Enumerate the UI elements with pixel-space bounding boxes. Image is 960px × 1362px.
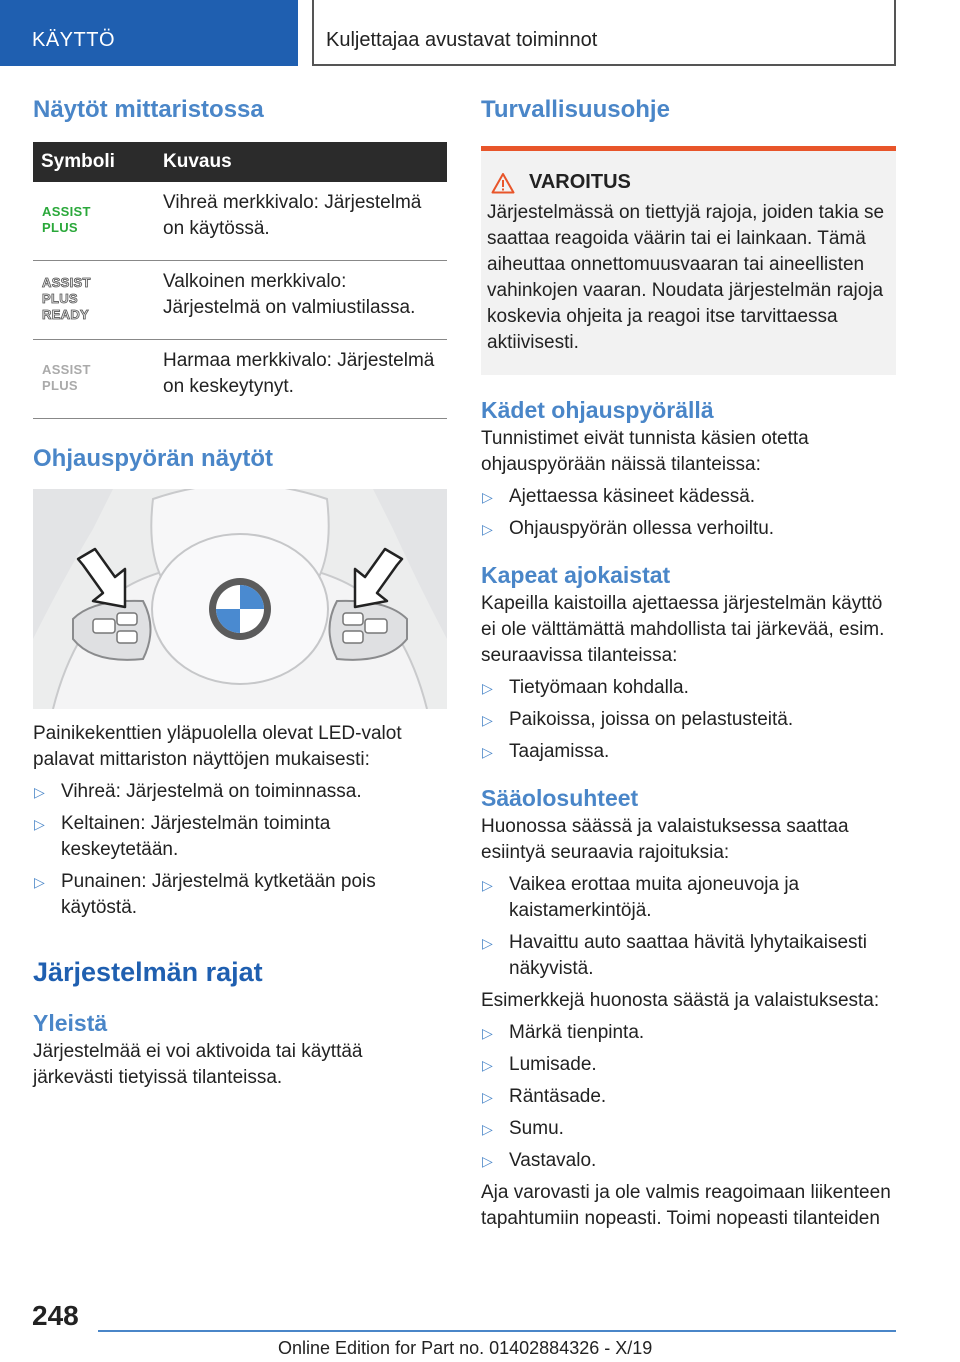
steering-wheel-illustration (33, 489, 447, 709)
weather-heading: Sääolosuhteet (481, 785, 639, 811)
weather-list (481, 872, 896, 982)
right-column (481, 96, 896, 1232)
triangle-bullet-icon: ▷ (482, 1121, 493, 1137)
general-text: Järjestelmää ei voi aktivoida tai käyttää järkevästi tietyissä tilanteissa. (33, 1041, 363, 1088)
table-row (33, 340, 447, 419)
table-row (33, 182, 447, 261)
examples-text: Esimerkkejä huonosta säästä ja valaistuksesta: (481, 990, 880, 1011)
chapter-tab (312, 0, 896, 66)
triangle-bullet-icon: ▷ (482, 877, 493, 893)
row-desc: Valkoinen merkkivalo: Järjestelmä on valmiustilassa. (163, 261, 447, 340)
list-item: ▷ Taajamissa. (481, 739, 896, 765)
edition-text: Online Edition for Part no. 01402884326 - X/19 (278, 1338, 653, 1358)
triangle-bullet-icon: ▷ (482, 935, 493, 951)
examples-list (481, 1020, 896, 1174)
footer-divider (98, 1330, 896, 1332)
list-item: ▷ Ajettaessa käsineet kädessä. (481, 484, 896, 510)
assist-plus-green-icon: ASSIST PLUS (33, 182, 163, 261)
triangle-bullet-icon: ▷ (482, 1057, 493, 1073)
safety-heading: Turvallisuusohje (481, 96, 670, 123)
weather-text: Huonossa säässä ja valaistuksessa saattaa esiintyä seuraavia rajoituksia: (481, 816, 849, 863)
list-item: ▷ Vihreä: Järjestelmä on toiminnassa. (33, 779, 447, 805)
triangle-bullet-icon: ▷ (34, 874, 45, 890)
assist-plus-grey-icon: ASSIST PLUS (33, 340, 163, 419)
table-header-row (33, 142, 447, 182)
lanes-list (481, 675, 896, 765)
wheel-heading: Ohjauspyörän näytöt (33, 445, 274, 472)
hands-list (481, 484, 896, 542)
wheel-text: Painikekenttien yläpuolella olevat LED-valot palavat mittariston näyttöjen mukaisesti: (33, 723, 402, 770)
chapter-label: Kuljettajaa avustavat toiminnot (326, 29, 598, 51)
triangle-bullet-icon: ▷ (34, 784, 45, 800)
left-column (33, 96, 447, 1091)
section-label: KÄYTTÖ (32, 29, 116, 51)
limits-heading: Järjestelmän rajat (33, 957, 263, 987)
col-desc-header: Kuvaus (163, 142, 447, 182)
triangle-bullet-icon: ▷ (482, 1089, 493, 1105)
col-symbol-header: Symboli (33, 142, 163, 182)
assist-plus-ready-white-icon: ASSIST PLUS READY (33, 261, 163, 340)
warning-label: VAROITUS (529, 171, 631, 193)
triangle-bullet-icon: ▷ (482, 712, 493, 728)
steering-wheel-icon (33, 489, 447, 709)
list-item: ▷ Paikoissa, joissa on pelastusteitä. (481, 707, 896, 733)
triangle-bullet-icon: ▷ (482, 521, 493, 537)
list-item: ▷ Ohjauspyörän ollessa verhoiltu. (481, 516, 896, 542)
row-desc: Harmaa merkkivalo: Järjestelmä on keskeytynyt. (163, 340, 447, 419)
list-item: ▷ Lumisade. (481, 1052, 896, 1078)
lanes-heading: Kapeat ajokaistat (481, 562, 671, 588)
triangle-bullet-icon: ▷ (482, 1025, 493, 1041)
page-number: 248 (32, 1300, 79, 1331)
general-heading: Yleistä (33, 1010, 108, 1036)
list-item: ▷ Vaikea erottaa muita ajoneuvoja ja kaistamerkintöjä. (482, 874, 800, 921)
closing-text: Aja varovasti ja ole valmis reagoimaan liikenteen tapahtumiin nopeasti. Toimi nopeasti tilanteiden (481, 1182, 891, 1229)
table-row (33, 261, 447, 340)
list-item: ▷ Sumu. (481, 1116, 896, 1142)
warning-text: Järjestelmässä on tiettyjä rajoja, joiden takia se saattaa reagoida väärin tai ei lainkaan. Tämä aiheuttaa onnettomuusvaaran tai aineellisten vahinkojen vaaran. Noudata järjestelmän rajoja koskevia ohjeita ja reagoi itse tarvittaessa aktiivisesti. (487, 202, 885, 353)
list-item: ▷ Tietyömaan kohdalla. (481, 675, 896, 701)
lanes-text: Kapeilla kaistoilla ajettaessa järjestelmän käyttö ei ole välttämättä mahdollista tai järkevää, esim. seuraavissa tilanteissa: (481, 593, 885, 666)
hands-heading: Kädet ohjauspyörällä (481, 397, 714, 423)
list-item: ▷ Punainen: Järjestelmä kytketään pois käytöstä. (34, 871, 376, 918)
wheel-list (33, 779, 447, 921)
section-tab (0, 0, 298, 66)
warning-box (481, 146, 896, 375)
displays-heading: Näytöt mittaristossa (33, 96, 264, 123)
row-desc: Vihreä merkkivalo: Järjestelmä on käytössä. (163, 182, 447, 261)
hands-text: Tunnistimet eivät tunnista käsien otetta ohjauspyörään näissä tilanteissa: (481, 428, 809, 475)
list-item: ▷ Vastavalo. (481, 1148, 896, 1174)
list-item: ▷ Keltainen: Järjestelmän toiminta keskeytetään. (34, 813, 331, 860)
warning-triangle-icon (491, 172, 515, 194)
warning-title (487, 171, 888, 194)
symbol-table (33, 142, 447, 419)
triangle-bullet-icon: ▷ (482, 489, 493, 505)
list-item: ▷ Märkä tienpinta. (481, 1020, 896, 1046)
list-item: ▷ Havaittu auto saattaa hävitä lyhytaikaisesti näkyvistä. (482, 932, 868, 979)
triangle-bullet-icon: ▷ (482, 680, 493, 696)
list-item: ▷ Räntäsade. (481, 1084, 896, 1110)
triangle-bullet-icon: ▷ (482, 744, 493, 760)
triangle-bullet-icon: ▷ (482, 1153, 493, 1169)
triangle-bullet-icon: ▷ (34, 816, 45, 832)
